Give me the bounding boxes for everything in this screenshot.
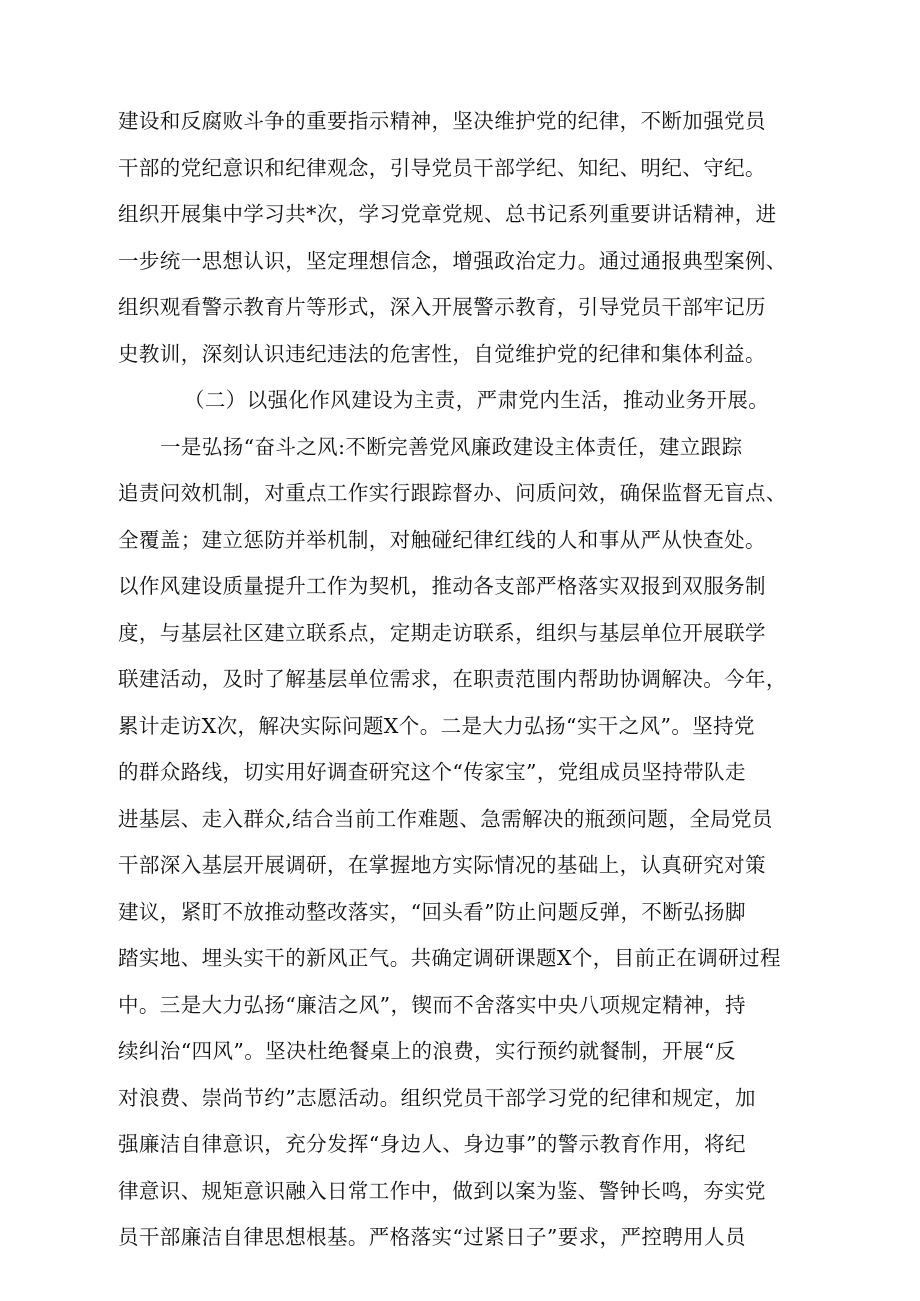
paragraph-line: 全覆盖；建立惩防并举机制，对触碰纪律红线的人和事从严从快查处。 xyxy=(118,527,766,552)
paragraph-line: 组织开展集中学习共*次，学习党章党规、总书记系列重要讲话精神，进 xyxy=(118,202,777,226)
paragraph-line: 进基层、走入群众,结合当前工作难题、急需解决的瓶颈问题，全局党员 xyxy=(118,806,773,831)
paragraph-line: 联建活动，及时了解基层单位需求，在职责范围内帮助协调解决。今年， xyxy=(118,667,787,691)
paragraph-line: 律意识、规矩意识融入日常工作中，做到以案为鉴、警钟长鸣，夯实党 xyxy=(118,1178,766,1203)
paragraph-line: 度，与基层社区建立联系点，定期走访联系，组织与基层单位开展联学 xyxy=(118,620,766,645)
paragraph-line: 一步统一思想认识，坚定理想信念，增强政治定力。通过通报典型案例、 xyxy=(118,248,787,273)
paragraph-line: 强廉洁自律意识，充分发挥“身边人、身边事”的警示教育作用，将纪 xyxy=(118,1132,746,1156)
document-page xyxy=(118,98,858,1261)
paragraph-line: 累计走访X次，解决实际问题X个。二是大力弘扬“实干之风”。坚持党 xyxy=(118,713,755,738)
paragraph-line: 建议，紧盯不放推动整改落实，“回头看”防止问题反弹，不断弘扬脚 xyxy=(118,899,746,924)
paragraph-line: 干部深入基层开展调研，在掌握地方实际情况的基础上，认真研究对策 xyxy=(118,853,766,877)
paragraph-line: 史教训，深刻认识违纪违法的危害性，自觉维护党的纪律和集体利益。 xyxy=(118,341,766,366)
paragraph-line: 踏实地、埋头实干的新风正气。共确定调研课题X个，目前正在调研过程 xyxy=(118,946,781,970)
paragraph-line: 以作风建设质量提升工作为契机，推动各支部严格落实双报到双服务制 xyxy=(118,574,766,598)
paragraph-line: 组织观看警示教育片等形式，深入开展警示教育，引导党员干部牢记历 xyxy=(118,295,766,319)
section-heading: （二）以强化作风建设为主责，严肃党内生活，推动业务开展。 xyxy=(184,388,770,412)
paragraph-line: 的群众路线，切实用好调查研究这个“传家宝”，党组成员坚持带队走 xyxy=(118,760,746,784)
paragraph-line: 干部的党纪意识和纪律观念，引导党员干部学纪、知纪、明纪、守纪。 xyxy=(118,155,766,180)
paragraph-line: 追责问效机制，对重点工作实行跟踪督办、问质问效，确保监督无盲点、 xyxy=(118,481,787,505)
paragraph-line: 对浪费、崇尚节约”志愿活动。组织党员干部学习党的纪律和规定，加 xyxy=(118,1085,756,1110)
paragraph-line: 中。三是大力弘扬“廉洁之风”，锲而不舍落实中央八项规定精神，持 xyxy=(118,992,746,1017)
paragraph-line: 员干部廉洁自律思想根基。严格落实“过紧日子”要求，严控聘用人员 xyxy=(118,1225,746,1249)
paragraph-line: 建设和反腐败斗争的重要指示精神，坚决维护党的纪律，不断加强党员 xyxy=(118,109,766,133)
paragraph-line: 续纠治“四风”。坚决杜绝餐桌上的浪费，实行预约就餐制，开展“反 xyxy=(118,1039,736,1063)
paragraph-line: 一是弘扬“奋斗之风:不断完善党风廉政建设主体责任，建立跟踪 xyxy=(160,434,743,459)
